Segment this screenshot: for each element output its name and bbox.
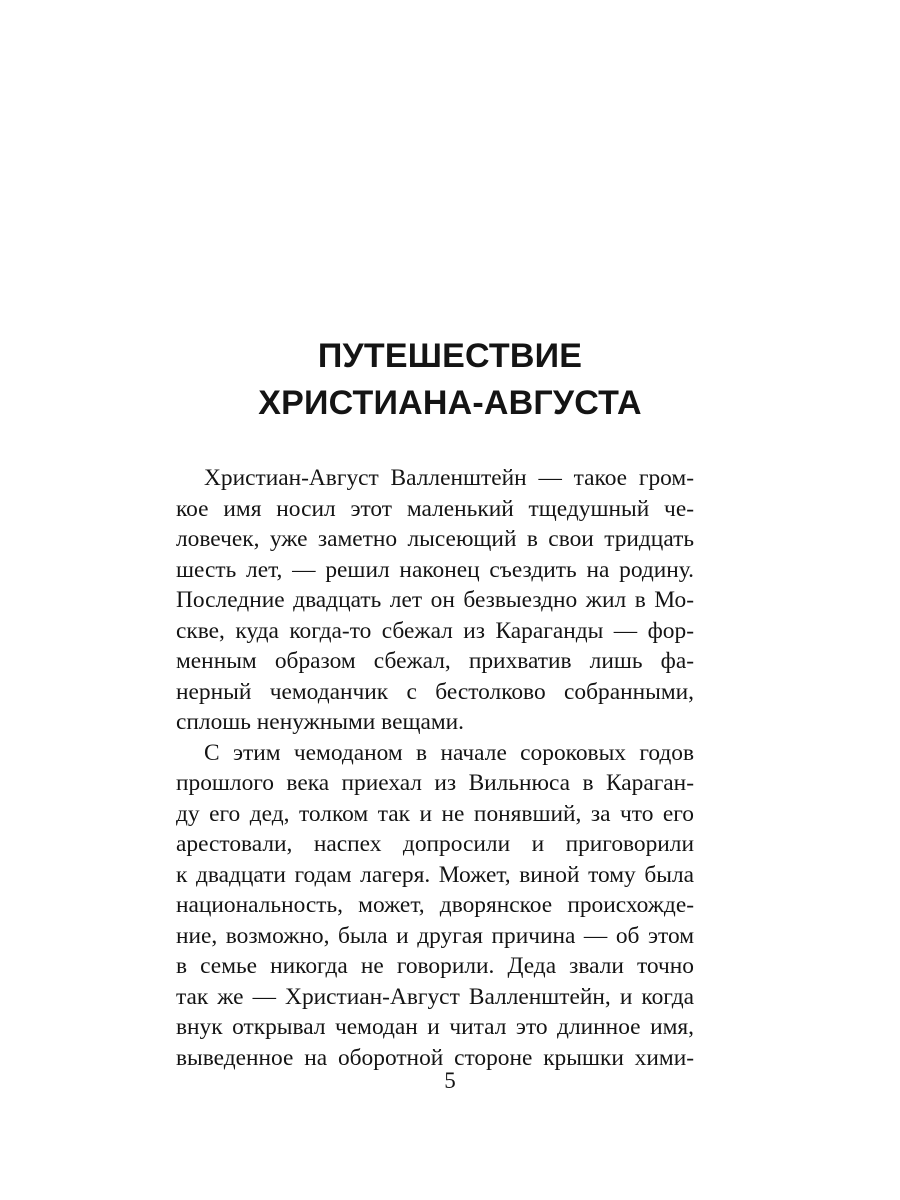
text-line: ние, возможно, была и другая причина — об этом (176, 922, 694, 949)
text-line: сплошь ненужными вещами. (176, 709, 465, 735)
text-line: внук открывал чемодан и читал это длинное имя, (176, 1014, 694, 1040)
text-line: ловечек, уже заметно лысеющий в свои тридцать (176, 526, 694, 552)
chapter-title-line-2: ХРИСТИАНА-АВГУСТА (258, 384, 642, 422)
paragraph-1 (176, 463, 694, 738)
text-line: скве, куда когда-то сбежал из Караганды — фор- (176, 617, 694, 644)
text-line: менным образом сбежал, прихватив лишь фа- (176, 648, 694, 674)
text-line: так же — Христиан-Август Валленштейн, и когда (176, 983, 694, 1010)
text-line: С этим чемоданом в начале сороковых годов (204, 739, 694, 766)
text-line: прошлого века приехал из Вильнюса в Караган- (176, 770, 694, 796)
text-line: ду его дед, толком так и не понявший, за что его (176, 800, 694, 827)
page-number: 5 (444, 1068, 456, 1093)
text-line: Христиан-Август Валленштейн — такое гром- (204, 465, 694, 491)
text-line: Последние двадцать лет он безвыездно жил в Мо- (176, 587, 694, 613)
body-text (176, 463, 694, 1073)
text-line: арестовали, наспех допросили и приговорили (176, 831, 694, 857)
text-line: национальность, может, дворянское происхожде- (176, 892, 694, 918)
chapter-title (0, 333, 900, 427)
text-line: к двадцати годам лагеря. Может, виной тому была (176, 861, 694, 888)
text-line: кое имя носил этот маленький тщедушный че- (176, 495, 694, 522)
chapter-title-line-1: ПУТЕШЕСТВИЕ (317, 337, 583, 375)
text-line: шесть лет, — решил наконец съездить на родину. (176, 556, 694, 583)
text-line: в семье никогда не говорили. Деда звали точно (176, 953, 694, 979)
text-line: нерный чемоданчик с бестолково собранными, (176, 678, 694, 705)
paragraph-2 (176, 738, 694, 1074)
text-line: выведенное на оборотной стороне крышки хими- (176, 1044, 694, 1071)
